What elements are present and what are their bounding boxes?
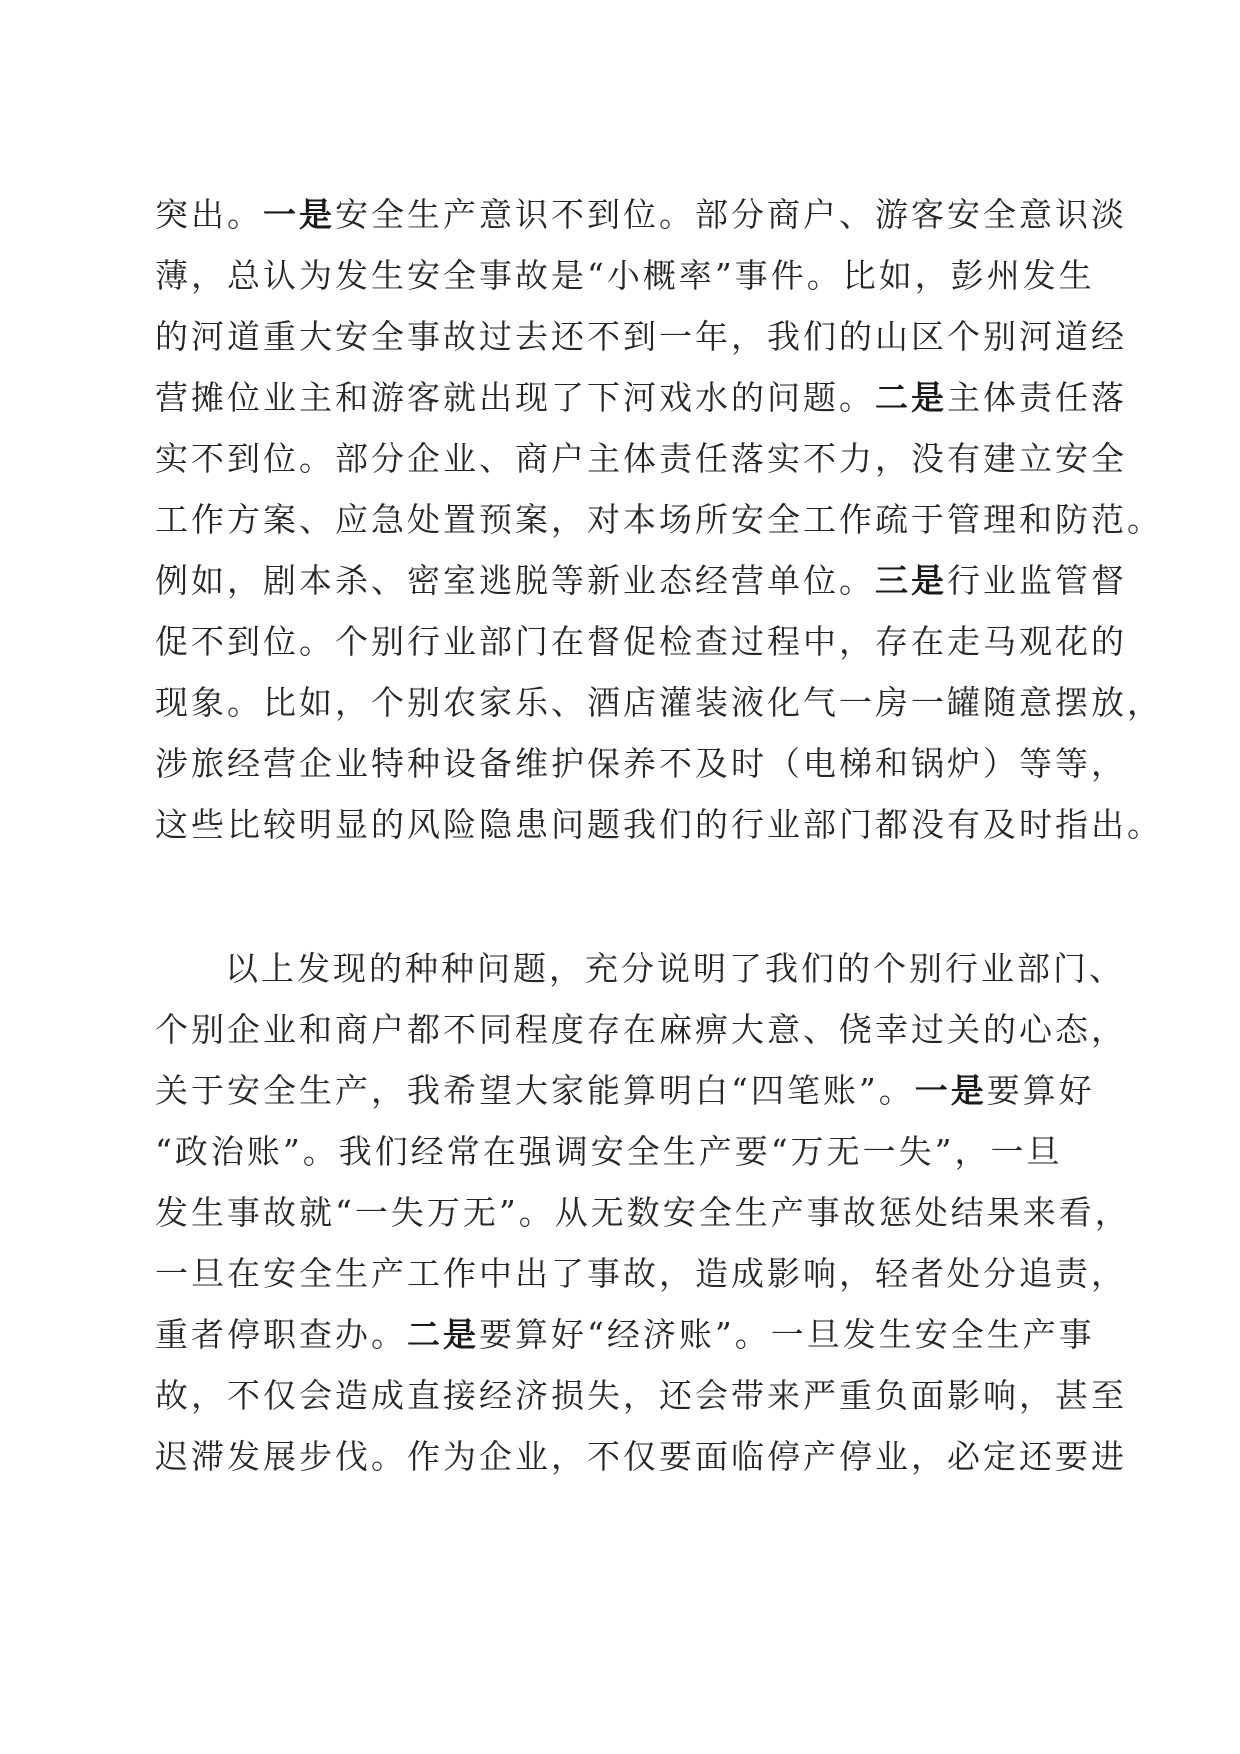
body-text: 营摊位业主和游客就出现了下河戏水的问题。 (155, 378, 875, 417)
body-text: 薄，总认为发生安全事故是“小概率”事件。比如，彭州发生 (155, 256, 1095, 295)
body-text: 涉旅经营企业特种设备维护保养不及时（电梯和锅炉）等等， (155, 744, 1127, 783)
body-text: 行业监管督 (947, 561, 1127, 600)
text-line (155, 938, 1125, 999)
text-line (155, 733, 1127, 794)
paragraph-2 (155, 938, 1131, 1487)
text-line (155, 184, 1127, 245)
body-text: 要算好 (986, 1071, 1095, 1110)
emphasis-text: 二是 (407, 1315, 479, 1354)
body-text: 以上发现的种种问题，充分说明了我们的个别行业部门、 (225, 949, 1125, 988)
text-line (155, 1121, 1075, 1182)
body-text: 这些比较明显的风险隐患问题我们的行业部门都没有及时指出。 (155, 805, 1163, 844)
body-text: 重者停职查办。 (155, 1315, 407, 1354)
text-line (155, 367, 1127, 428)
body-text: 关于安全生产，我希望大家能算明白“四笔账”。 (155, 1071, 915, 1110)
text-line (155, 1365, 1127, 1426)
emphasis-text: 三是 (875, 561, 947, 600)
body-text: 突出。 (155, 195, 263, 234)
body-text: 例如，剧本杀、密室逃脱等新业态经营单位。 (155, 561, 875, 600)
text-line (155, 999, 1127, 1060)
body-text: 要算好“经济账”。一旦发生安全生产事 (479, 1315, 1095, 1354)
emphasis-text: 一是 (263, 195, 335, 234)
text-line (155, 672, 1163, 733)
body-text: 个别企业和商户都不同程度存在麻痹大意、侥幸过关的心态， (155, 1010, 1127, 1049)
body-text: 实不到位。部分企业、商户主体责任落实不力，没有建立安全 (155, 439, 1127, 478)
text-line (155, 1182, 1131, 1243)
body-text: 一旦在安全生产工作中出了事故，造成影响，轻者处分追责， (155, 1254, 1127, 1293)
text-line (155, 428, 1127, 489)
text-line (155, 794, 1163, 855)
text-line (155, 1426, 1127, 1487)
paragraph-1 (155, 184, 1163, 855)
body-text: 的河道重大安全事故过去还不到一年，我们的山区个别河道经 (155, 317, 1127, 356)
body-text: 故，不仅会造成直接经济损失，还会带来严重负面影响，甚至 (155, 1376, 1127, 1415)
emphasis-text: 二是 (875, 378, 947, 417)
text-line (155, 306, 1127, 367)
body-text: 工作方案、应急处置预案，对本场所安全工作疏于管理和防范。 (155, 500, 1163, 539)
body-text: 主体责任落 (947, 378, 1127, 417)
body-text: 现象。比如，个别农家乐、酒店灌装液化气一房一罐随意摆放， (155, 683, 1163, 722)
text-line (155, 1243, 1127, 1304)
text-line (155, 489, 1163, 550)
text-line (155, 245, 1095, 306)
text-line (155, 1060, 1095, 1121)
text-line (155, 611, 1127, 672)
body-text: 安全生产意识不到位。部分商户、游客安全意识淡 (335, 195, 1127, 234)
body-text: 迟滞发展步伐。作为企业，不仅要面临停产停业，必定还要进 (155, 1437, 1127, 1476)
body-text: “政治账”。我们经常在强调安全生产要“万无一失”，一旦 (155, 1132, 1063, 1171)
emphasis-text: 一是 (914, 1071, 987, 1110)
text-line (155, 1304, 1095, 1365)
text-line (155, 550, 1127, 611)
body-text: 发生事故就“一失万无”。从无数安全生产事故惩处结果来看， (155, 1193, 1131, 1232)
body-text: 促不到位。个别行业部门在督促检查过程中，存在走马观花的 (155, 622, 1127, 661)
